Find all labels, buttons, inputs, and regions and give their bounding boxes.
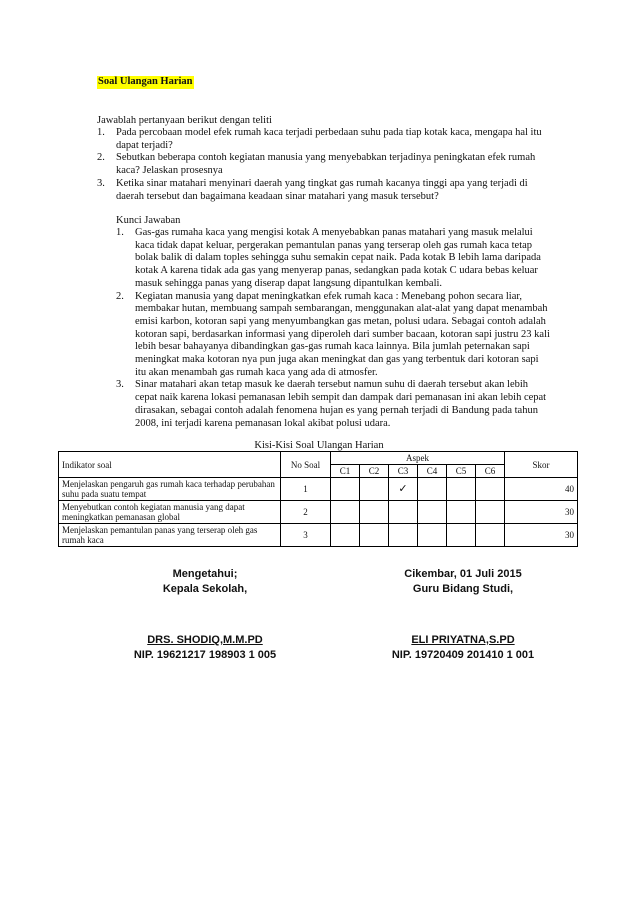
aspek-cell — [476, 501, 505, 524]
aspek-cell — [389, 524, 418, 547]
aspek-cell — [476, 524, 505, 547]
header-aspek: Aspek — [331, 452, 505, 465]
kisi-title: Kisi-Kisi Soal Ulangan Harian — [254, 440, 384, 451]
answer-number: 3. — [116, 379, 124, 391]
question-text: Pada percobaan model efek rumah kaca terjadi perbedaan suhu pada tiap kotak kaca, mengapa hal itu dapat terjadi? — [116, 127, 542, 151]
header-c3: C3 — [389, 465, 418, 478]
answer-list — [116, 227, 550, 430]
header-c1: C1 — [331, 465, 360, 478]
skor-cell: 30 — [505, 524, 578, 547]
aspek-cell — [476, 478, 505, 501]
indikator-cell: Menyebutkan contoh kegiatan manusia yang dapat meningkatkan pemanasan global — [59, 501, 281, 524]
answer-item — [116, 379, 550, 430]
aspek-cell — [447, 501, 476, 524]
indikator-cell: Menjelaskan pengaruh gas rumah kaca terhadap perubahan suhu pada suatu tempat — [59, 478, 281, 501]
aspek-cell — [447, 478, 476, 501]
aspek-cell — [360, 478, 389, 501]
signature-right-name: ELI PRIYATNA,S.PD — [411, 634, 515, 646]
header-c5: C5 — [447, 465, 476, 478]
aspek-cell — [331, 524, 360, 547]
question-number: 1. — [97, 127, 105, 138]
aspek-cell — [360, 501, 389, 524]
question-item — [97, 178, 542, 203]
signature-left-name: DRS. SHODIQ,M.M.PD — [147, 634, 263, 646]
signature-left-line1: Mengetahui; — [172, 568, 238, 580]
header-no-soal: No Soal — [281, 452, 331, 478]
signature-right — [363, 567, 563, 663]
no-soal-cell: 2 — [281, 501, 331, 524]
aspek-cell — [331, 478, 360, 501]
question-number: 3. — [97, 177, 105, 189]
answer-text: Sinar matahari akan tetap masuk ke daerah tersebut namun suhu di daerah tersebut akan lebih cepat naik karena lokasi pemanasan lebih sempit dan dampak dari pemanasan ini akan lebih cepat dirasakan, sebagai contoh adalah fenomena hujan es yang pernah terjadi di Bandung pada tahun 2008, ini terjadi karena pemanasan lokal akibat polusi udara. — [135, 379, 547, 429]
aspek-cell — [389, 501, 418, 524]
question-item — [97, 127, 542, 152]
table-row — [59, 478, 578, 501]
question-number: 2. — [97, 152, 105, 164]
answer-item — [116, 291, 550, 380]
answer-text: Kegiatan manusia yang dapat meningkatkan efek rumah kaca : Menebang pohon secara liar, membakar hutan, membuang sampah sembarangan, menggunakan alat-alat yang dapat menambah emisi karbon, kotoran sapi yang menyumbangkan gas metan, polusi udara. Sebagai contoh adalah kotoran sapi, berdasarkan informasi yang diperoleh dari sumber bacaan, kotoran sapi justru 23 kali lebih besar bahayanya dibandingkan gas-gas rumah kaca lainnya. Bila jumlah peternakan sapi meningkat maka kotoran nya pun juga akan meningkat dan gas yang terbentuk dari kotoran sapi itu akan menambah gas rumah kaca yang ada di atmosfer. — [135, 290, 550, 378]
answer-item — [116, 227, 550, 291]
kisi-table — [58, 451, 578, 547]
signature-right-nip: NIP. 19720409 201410 1 001 — [391, 649, 535, 661]
header-c2: C2 — [360, 465, 389, 478]
aspek-cell — [418, 478, 447, 501]
no-soal-cell: 1 — [281, 478, 331, 501]
document-title: Soal Ulangan Harian — [98, 76, 193, 87]
answer-number: 1. — [116, 227, 124, 238]
header-c6: C6 — [476, 465, 505, 478]
instruction-text: Jawablah pertanyaan berikut dengan teliti — [97, 115, 272, 126]
signature-right-role: Guru Bidang Studi, — [412, 583, 514, 595]
table-row — [59, 524, 578, 547]
question-list — [97, 127, 542, 203]
signature-right-place-date: Cikembar, 01 Juli 2015 — [404, 568, 522, 580]
header-indikator: Indikator soal — [59, 452, 281, 478]
aspek-cell — [331, 501, 360, 524]
aspek-cell — [418, 501, 447, 524]
table-row — [59, 501, 578, 524]
answer-number: 2. — [116, 290, 124, 302]
answer-key-label: Kunci Jawaban — [116, 215, 181, 226]
header-skor: Skor — [505, 452, 578, 478]
skor-cell: 40 — [505, 478, 578, 501]
table-header-row — [59, 452, 578, 465]
aspek-cell — [418, 524, 447, 547]
aspek-cell — [447, 524, 476, 547]
indikator-cell: Menjelaskan pemantulan panas yang terserap oleh gas rumah kaca — [59, 524, 281, 547]
question-text: Ketika sinar matahari menyinari daerah yang tingkat gas rumah kacanya tinggi apa yang terjadi di daerah tersebut dan bagaimana keadaan sinar matahari yang masuk tersebut? — [116, 177, 528, 202]
aspek-cell — [360, 524, 389, 547]
skor-cell: 30 — [505, 501, 578, 524]
checkmark-icon: ✓ — [389, 478, 418, 501]
question-text: Sebutkan beberapa contoh kegiatan manusia yang menyebabkan terjadinya peningkatan efek rumah kaca? Jelaskan prosesnya — [116, 152, 536, 177]
signature-left-role: Kepala Sekolah, — [162, 583, 248, 595]
answer-text: Gas-gas rumaha kaca yang mengisi kotak A menyebabkan panas matahari yang masuk melalui kaca tidak dapat keluar, pergerakan pemantulan panas yang terserap oleh gas rumah kaca tetap bolak balik di dalam toples sehingga suhu semakin cepat naik. Pada kotak B lebih lama daripada kotak A karena tidak ada gas yang menyerap panas, sedangkan pada kotak C udara bebas keluar masuk sehingga panas yang diserap dapat langsung dipantulkan kembali. — [135, 227, 541, 289]
signature-left — [110, 567, 300, 663]
signature-left-nip: NIP. 19621217 198903 1 005 — [133, 649, 277, 661]
question-item — [97, 152, 542, 177]
header-c4: C4 — [418, 465, 447, 478]
no-soal-cell: 3 — [281, 524, 331, 547]
